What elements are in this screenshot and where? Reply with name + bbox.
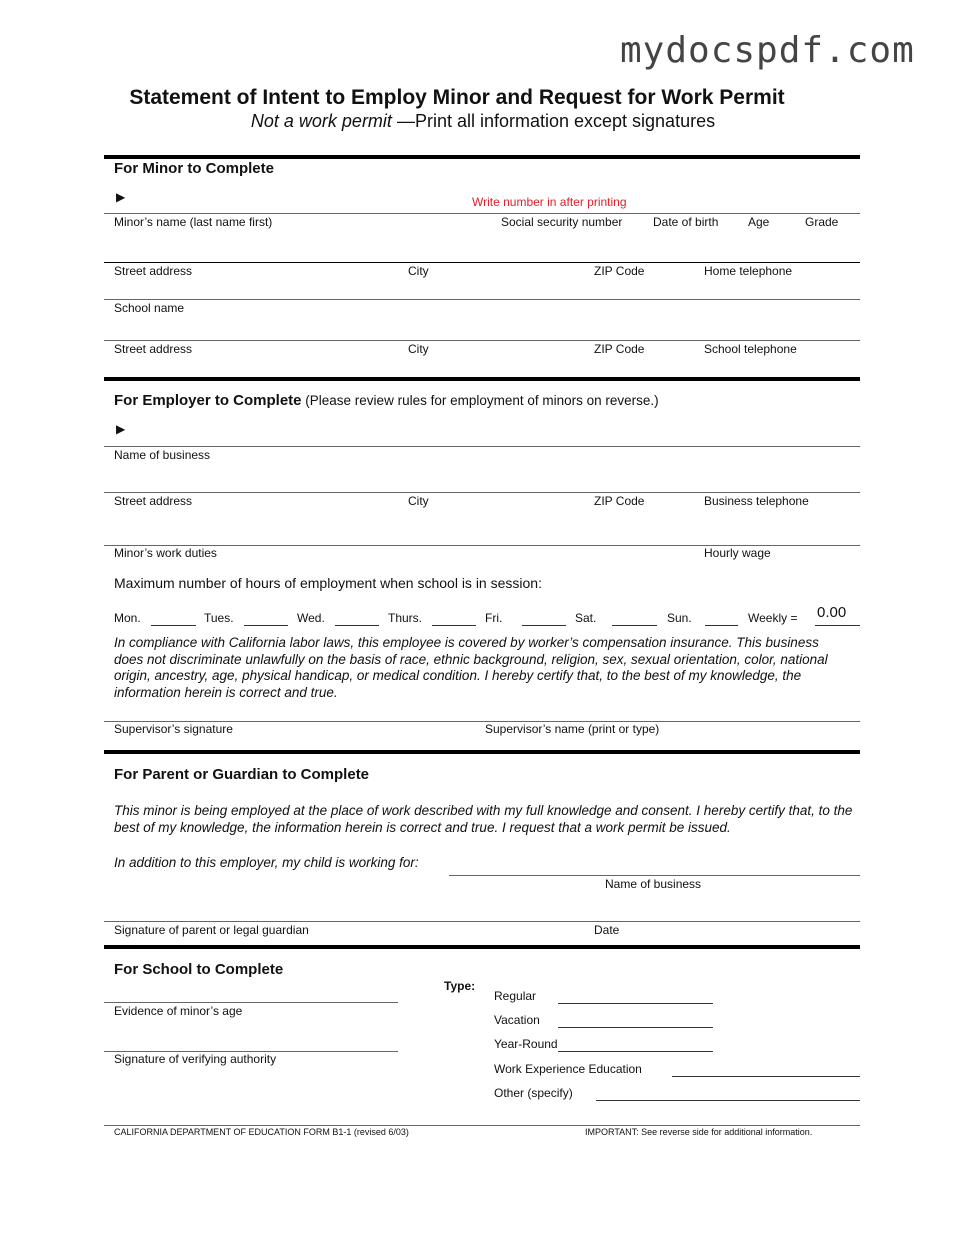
section-rule-employer (104, 377, 860, 381)
parent-date-label: Date (594, 923, 620, 937)
school-zip-label: ZIP Code (594, 342, 645, 356)
school-name-label: School name (114, 301, 185, 315)
parent-section-heading: For Parent or Guardian to Complete (114, 766, 370, 783)
supervisor-name-label: Supervisor’s name (print or type) (485, 722, 660, 736)
employer-section-heading (114, 392, 659, 410)
type-vacation-field[interactable] (558, 1027, 713, 1028)
other-business-line[interactable] (449, 875, 860, 876)
type-other-label: Other (specify) (494, 1086, 573, 1100)
parent-signature-label: Signature of parent or legal guardian (114, 923, 309, 937)
minor-arrow-icon: ▶ (116, 190, 126, 204)
footer-important-note: IMPORTANT: See reverse side for additional information. (585, 1127, 813, 1137)
school-section-heading: For School to Complete (114, 961, 284, 978)
footer-rule (104, 1125, 860, 1126)
ssn-note: Write number in after printing (472, 195, 627, 209)
mon-hours-field[interactable] (151, 625, 196, 626)
fri-label: Fri. (485, 611, 503, 625)
type-label: Type: (444, 979, 476, 993)
max-hours-label: Maximum number of hours of employment when school is in session: (114, 575, 542, 591)
type-other-field[interactable] (596, 1100, 860, 1101)
weekly-total-value: 0.00 (817, 604, 847, 621)
employer-arrow-icon: ▶ (116, 422, 126, 436)
weekly-total-field[interactable] (815, 625, 860, 626)
minor-city-label: City (408, 264, 429, 278)
school-city-label: City (408, 342, 429, 356)
dob-label: Date of birth (653, 215, 719, 229)
minor-name-label: Minor’s name (last name first) (114, 215, 273, 229)
business-name-label: Name of business (114, 448, 211, 462)
type-vacation-label: Vacation (494, 1013, 540, 1027)
business-city-label: City (408, 494, 429, 508)
school-address-line[interactable] (104, 340, 860, 341)
type-year-round-field[interactable] (558, 1051, 713, 1052)
school-name-line[interactable] (104, 299, 860, 300)
business-address-line[interactable] (104, 492, 860, 493)
thu-label: Thurs. (388, 611, 423, 625)
home-tel-label: Home telephone (704, 264, 793, 278)
fri-hours-field[interactable] (522, 625, 566, 626)
supervisor-signature-label: Supervisor’s signature (114, 722, 233, 736)
section-rule-school (104, 945, 860, 949)
minor-zip-label: ZIP Code (594, 264, 645, 278)
type-regular-field[interactable] (558, 1003, 713, 1004)
school-street-label: Street address (114, 342, 193, 356)
business-tel-label: Business telephone (704, 494, 809, 508)
section-rule-parent (104, 750, 860, 754)
mon-label: Mon. (114, 611, 141, 625)
footer-form-id: CALIFORNIA DEPARTMENT OF EDUCATION FORM B1-1 (revised 6/03) (114, 1127, 409, 1137)
ssn-label: Social security number (501, 215, 623, 229)
other-employer-label: In addition to this employer, my child is working for: (114, 855, 419, 870)
business-name-line[interactable] (104, 446, 860, 447)
business-street-label: Street address (114, 494, 193, 508)
tue-hours-field[interactable] (244, 625, 288, 626)
section-rule-minor (104, 155, 860, 159)
type-year-round-label: Year-Round (494, 1037, 558, 1051)
sun-label: Sun. (667, 611, 692, 625)
parent-consent-statement: This minor is being employed at the place of work described with my full knowledge and consent. I hereby certify that, to the best of my knowledge, the information herein is correct and true. I request that a work permit be issued. (114, 803, 853, 835)
type-work-exp-label: Work Experience Education (494, 1062, 642, 1076)
minor-section-heading: For Minor to Complete (114, 160, 274, 177)
employer-heading-note: (Please review rules for employment of minors on reverse.) (301, 393, 659, 408)
business-zip-label: ZIP Code (594, 494, 645, 508)
type-work-exp-field[interactable] (672, 1076, 860, 1077)
minor-street-label: Street address (114, 264, 193, 278)
hourly-wage-label: Hourly wage (704, 546, 771, 560)
other-business-label: Name of business (605, 877, 702, 891)
weekly-label: Weekly = (748, 611, 798, 625)
grade-label: Grade (805, 215, 839, 229)
tue-label: Tues. (204, 611, 234, 625)
thu-hours-field[interactable] (432, 625, 476, 626)
age-label: Age (748, 215, 770, 229)
wed-label: Wed. (297, 611, 325, 625)
type-regular-label: Regular (494, 989, 537, 1003)
sun-hours-field[interactable] (705, 625, 738, 626)
verify-label: Signature of verifying authority (114, 1052, 277, 1066)
subtitle-italic: Not a work permit (250, 111, 392, 131)
minor-name-line[interactable] (104, 213, 860, 214)
form-title: Statement of Intent to Employ Minor and Request for Work Permit (129, 86, 785, 109)
school-tel-label: School telephone (704, 342, 797, 356)
employer-heading-text: For Employer to Complete (114, 392, 302, 409)
evidence-line[interactable] (104, 1002, 398, 1003)
parent-signature-line[interactable] (104, 921, 860, 922)
wed-hours-field[interactable] (335, 625, 379, 626)
compliance-statement: In compliance with California labor laws, this employee is covered by worker’s compensation insurance. This business does not discriminate unlawfully on the basis of race, ethnic background, religion, sex, sexual orientation, color, national origin, ancestry, age, physical handicap, or medical condition. I hereby certify that, to the best of my knowledge, the information herein is correct and true. (114, 635, 828, 700)
sat-label: Sat. (575, 611, 597, 625)
work-duties-label: Minor’s work duties (114, 546, 217, 560)
evidence-label: Evidence of minor’s age (114, 1004, 243, 1018)
watermark: mydocspdf.com (620, 30, 915, 71)
minor-address-line[interactable] (104, 262, 860, 263)
sat-hours-field[interactable] (612, 625, 657, 626)
subtitle-rest: —Print all information except signatures (391, 111, 716, 131)
form-subtitle (0, 111, 966, 132)
